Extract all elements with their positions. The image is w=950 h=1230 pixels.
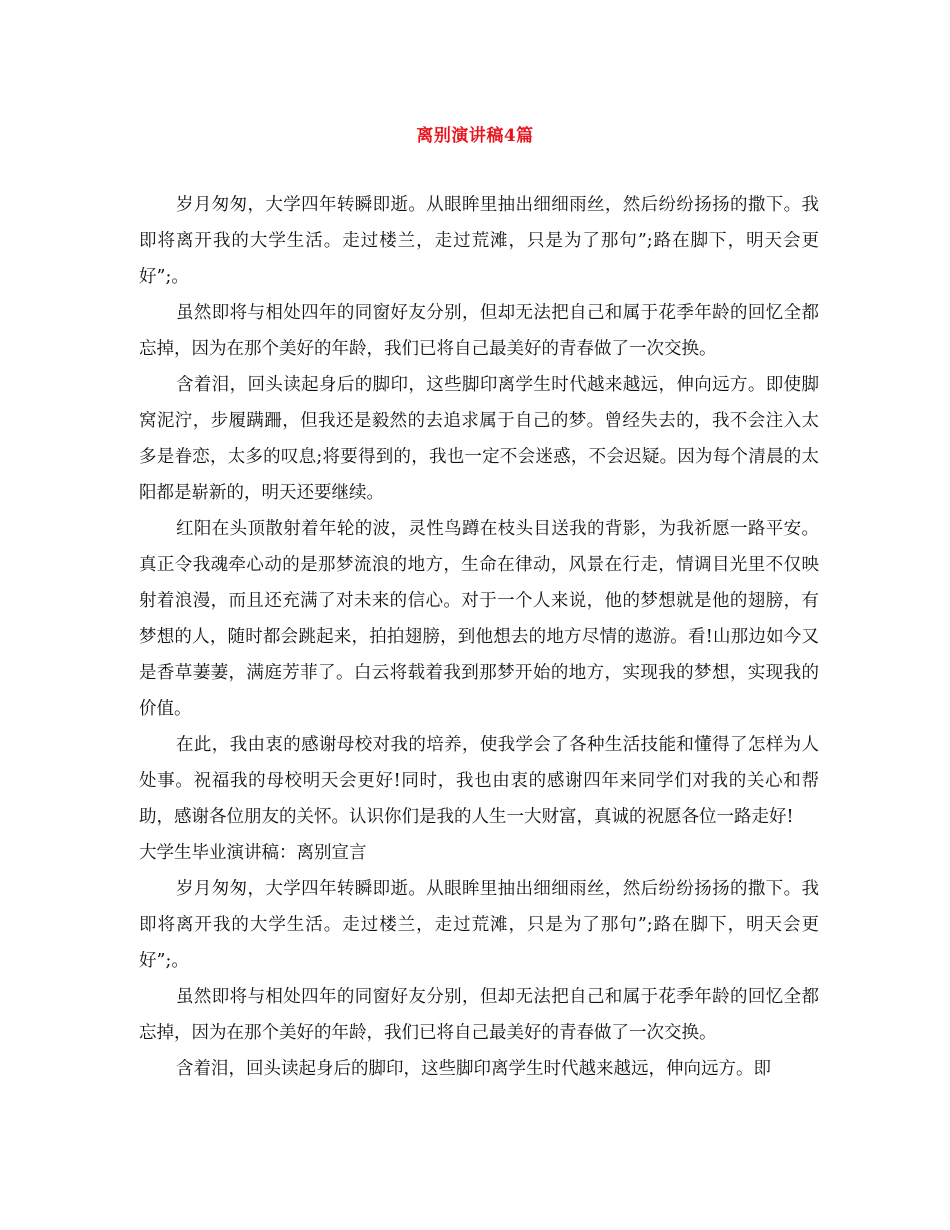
paragraph: 含着泪，回头读起身后的脚印，这些脚印离学生时代越来越远，伸向远方。即 <box>176 1059 771 1079</box>
paragraph: 岁月匆匆，大学四年转瞬即逝。从眼眸里抽出细细雨丝，然后纷纷扬扬的撒下。我即将离开我的大学生活。走过楼兰，走过荒滩，只是为了那句”;路在脚下，明天会更好”;。 <box>139 879 819 971</box>
paragraph: 岁月匆匆，大学四年转瞬即逝。从眼眸里抽出细细雨丝，然后纷纷扬扬的撒下。我即将离开我的大学生活。走过楼兰，走过荒滩，只是为了那句”;路在脚下，明天会更好”;。 <box>139 195 819 287</box>
paragraph: 在此，我由衷的感谢母校对我的培养，使我学会了各种生活技能和懂得了怎样为人处事。祝福我的母校明天会更好!同时，我也由衷的感谢四年来同学们对我的关心和帮助，感谢各位朋友的关怀。认识你们是我的人生一大财富，真诚的祝愿各位一路走好! <box>139 735 819 827</box>
paragraph: 虽然即将与相处四年的同窗好友分别，但却无法把自己和属于花季年龄的回忆全都忘掉，因为在那个美好的年龄，我们已将自己最美好的青春做了一次交换。 <box>139 303 819 359</box>
paragraph: 含着泪，回头读起身后的脚印，这些脚印离学生时代越来越远，伸向远方。即使脚窝泥泞，步履蹒跚，但我还是毅然的去追求属于自己的梦。曾经失去的，我不会注入太多是眷恋，太多的叹息;将要得到的，我也一定不会迷惑，不会迟疑。因为每个清晨的太阳都是崭新的，明天还要继续。 <box>139 375 819 503</box>
document-title: 离别演讲稿4篇 <box>416 126 534 146</box>
paragraph: 虽然即将与相处四年的同窗好友分别，但却无法把自己和属于花季年龄的回忆全都忘掉，因为在那个美好的年龄，我们已将自己最美好的青春做了一次交换。 <box>139 987 819 1043</box>
paragraph: 红阳在头顶散射着年轮的波，灵性鸟蹲在枝头目送我的背影，为我祈愿一路平安。真正令我魂牵心动的是那梦流浪的地方，生命在律动，风景在行走，情调目光里不仅映射着浪漫，而且还充满了对未来的信心。对于一个人来说，他的梦想就是他的翅膀，有梦想的人，随时都会跳起来，拍拍翅膀，到他想去的地方尽情的遨游。看!山那边如今又是香草萋萋，满庭芳菲了。白云将载着我到那梦开始的地方，实现我的梦想，实现我的价值。 <box>139 519 819 719</box>
document-body <box>139 187 819 1087</box>
section-heading: 大学生毕业演讲稿：离别宣言 <box>139 843 367 863</box>
